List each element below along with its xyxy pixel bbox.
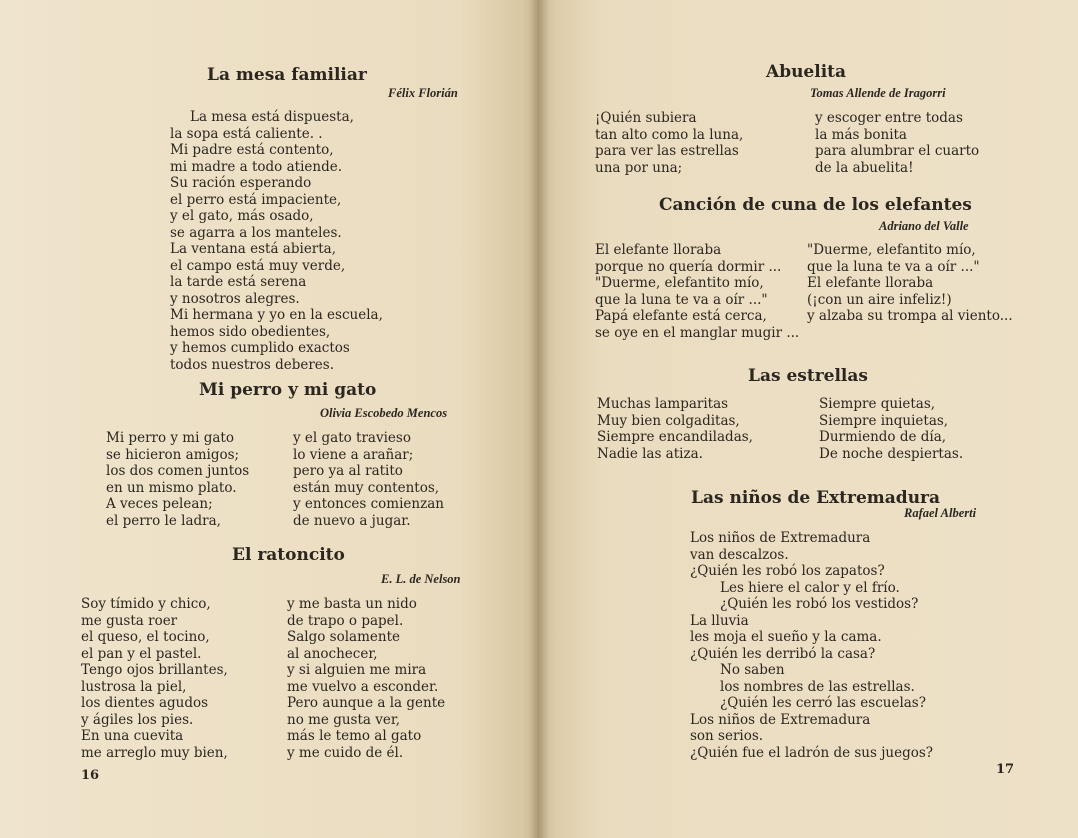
poem-line: Soy tímido y chico, — [81, 596, 211, 612]
poem-line: hemos sido obedientes, — [170, 323, 331, 340]
poem-line: el campo está muy verde, — [170, 257, 346, 274]
poem-title: Mi perro y mi gato — [199, 380, 377, 400]
poem-line: el pan y el pastel. — [81, 645, 202, 662]
poem-line: La ventana está abierta, — [170, 241, 337, 257]
poem-line: A veces pelean; — [106, 496, 213, 512]
poem-line: y el gato, más osado, — [170, 208, 314, 224]
poem-author: Félix Florián — [388, 86, 458, 100]
poem-column — [595, 110, 743, 176]
poem-line: Siempre quietas, — [819, 396, 936, 412]
poem-line: "Duerme, elefantito mío, — [595, 275, 764, 291]
poem-line: porque no quería dormir ... — [595, 258, 782, 275]
poem-column — [819, 396, 963, 462]
poem-line: de nuevo a jugar. — [293, 512, 411, 529]
poem-line: El elefante lloraba — [595, 242, 722, 258]
poem-line: la tarde está serena — [170, 274, 307, 290]
poem-line: Mi perro y mi gato — [106, 430, 234, 446]
poem-line: les moja el sueño y la cama. — [690, 629, 882, 645]
poem-line: y escoger entre todas — [815, 110, 963, 126]
poem-line: se agarra a los manteles. — [170, 224, 342, 241]
poem-line: el perro le ladra, — [106, 512, 221, 529]
poem-line: No saben — [720, 662, 785, 678]
right-page — [539, 0, 1078, 838]
poem-line: que la luna te va a oír ..." — [595, 291, 768, 308]
poem-line: no me gusta ver, — [287, 711, 401, 728]
poem-line: Siempre inquietas, — [819, 412, 949, 429]
poem-author: Rafael Alberti — [904, 506, 977, 520]
poem-line: el queso, el tocino, — [81, 629, 210, 645]
poem-column — [293, 430, 444, 529]
poem-line: están muy contentos, — [293, 479, 440, 496]
poem-line: se hicieron amigos; — [106, 446, 240, 463]
poem-line: todos nuestros deberes. — [170, 356, 334, 373]
poem-line: y alzaba su trompa al viento... — [807, 308, 1013, 324]
poem-line: me vuelvo a esconder. — [287, 678, 439, 695]
poem-line: me gusta roer — [81, 612, 178, 629]
poem-column — [595, 242, 799, 341]
poem-line: Tengo ojos brillantes, — [81, 662, 228, 678]
poem-line: ¿Quién les robó los zapatos? — [690, 563, 885, 579]
poem-line: Pero aunque a la gente — [287, 695, 446, 711]
poem-line: la más bonita — [815, 126, 907, 143]
poem-column — [815, 110, 979, 176]
poem-line: en un mismo plato. — [106, 479, 237, 496]
book-gutter — [529, 0, 549, 838]
poem-line: son serios. — [690, 728, 764, 744]
poem-line: van descalzos. — [690, 546, 789, 563]
poem-author: Olivia Escobedo Mencos — [320, 406, 448, 420]
poem-line: y nosotros alegres. — [170, 290, 300, 307]
poem-line: y hemos cumplido exactos — [170, 340, 350, 356]
poem-line: De noche despiertas. — [819, 445, 964, 462]
poem-column — [81, 596, 228, 761]
poem-line: Papá elefante está cerca, — [595, 308, 767, 324]
poem-line: al anochecer, — [287, 645, 378, 662]
poem-line: lo viene a arañar; — [293, 446, 414, 463]
poem-line: Muchas lamparitas — [597, 396, 729, 412]
poem-line: para ver las estrellas — [595, 143, 739, 159]
poem-author: Adriano del Valle — [879, 219, 969, 233]
poem-line: los nombres de las estrellas. — [720, 678, 915, 695]
poem-author: Tomas Allende de Iragorri — [810, 86, 946, 100]
poem-line: ¡Quién subiera — [595, 110, 697, 126]
poem-line: Muy bien colgaditas, — [597, 412, 740, 429]
poem-body — [690, 530, 933, 761]
poem-column — [106, 430, 249, 529]
poem-line: mi madre a todo atiende. — [170, 158, 342, 175]
poem-line: En una cuevita — [81, 728, 184, 744]
poem-line: y ágiles los pies. — [81, 711, 194, 728]
poem-line: más le temo al gato — [287, 728, 422, 744]
page-number: 17 — [996, 762, 1015, 777]
poem-line: y entonces comienzan — [293, 496, 444, 512]
poem-column — [807, 242, 1013, 325]
page-number: 16 — [81, 768, 100, 783]
poem-title: Las niños de Extremadura — [691, 488, 941, 508]
poem-line: la sopa está caliente. . — [170, 125, 323, 142]
poem-line: Siempre encandiladas, — [597, 429, 753, 445]
poem-line: pero ya al ratito — [293, 463, 403, 479]
poem-title: Abuelita — [766, 62, 847, 82]
poem-line: los dos comen juntos — [106, 463, 250, 479]
poem-line: Los niños de Extremadura — [690, 530, 871, 546]
poem-line: tan alto como la luna, — [595, 126, 744, 143]
poem-body — [170, 109, 383, 373]
poem-line: Los niños de Extremadura — [690, 711, 871, 728]
poem-line: de la abuelita! — [815, 159, 914, 176]
poem-line: Durmiendo de día, — [819, 429, 947, 445]
poem-line: y el gato travieso — [293, 430, 411, 446]
poem-line: Les hiere el calor y el frío. — [720, 579, 900, 596]
poem-line: El elefante lloraba — [807, 275, 934, 291]
poem-line: La mesa está dispuesta, — [190, 109, 354, 125]
poem-line: Mi padre está contento, — [170, 142, 334, 158]
poem-title: Las estrellas — [748, 366, 868, 386]
poem-line: Nadie las atiza. — [597, 445, 703, 462]
poem-line: lustrosa la piel, — [81, 678, 187, 695]
poem-line: Salgo solamente — [287, 629, 400, 645]
poem-line: "Duerme, elefantito mío, — [807, 242, 976, 258]
poem-line: ¿Quién les derribó la casa? — [690, 645, 876, 662]
poem-column — [287, 596, 445, 761]
poem-line: que la luna te va a oír ..." — [807, 258, 980, 275]
poem-line: el perro está impaciente, — [170, 191, 342, 208]
poem-line: (¡con un aire infeliz!) — [807, 291, 952, 308]
poem-line: Su ración esperando — [170, 175, 312, 191]
poem-line: y me cuido de él. — [287, 744, 404, 761]
poem-line: se oye en el manglar mugir ... — [595, 324, 800, 341]
poem-title: Canción de cuna de los elefantes — [659, 195, 972, 215]
poem-line: Mi hermana y yo en la escuela, — [170, 307, 383, 323]
poem-line: ¿Quién fue el ladrón de sus juegos? — [690, 744, 934, 761]
poem-column — [597, 396, 753, 462]
poem-line: para alumbrar el cuarto — [815, 143, 980, 159]
poem-author: E. L. de Nelson — [381, 572, 461, 586]
poem-title: La mesa familiar — [207, 65, 367, 85]
poem-line: los dientes agudos — [81, 695, 209, 711]
poem-line: una por una; — [595, 159, 683, 176]
poem-line: de trapo o papel. — [287, 612, 404, 629]
poem-line: y me basta un nido — [287, 596, 417, 612]
poem-line: ¿Quién les robó los vestidos? — [720, 596, 919, 612]
poem-title: El ratoncito — [232, 545, 345, 565]
poem-line: La lluvia — [690, 612, 749, 629]
poem-line: ¿Quién les cerró las escuelas? — [720, 695, 926, 711]
poem-line: me arreglo muy bien, — [81, 744, 228, 761]
poem-line: y si alguien me mira — [287, 662, 427, 678]
